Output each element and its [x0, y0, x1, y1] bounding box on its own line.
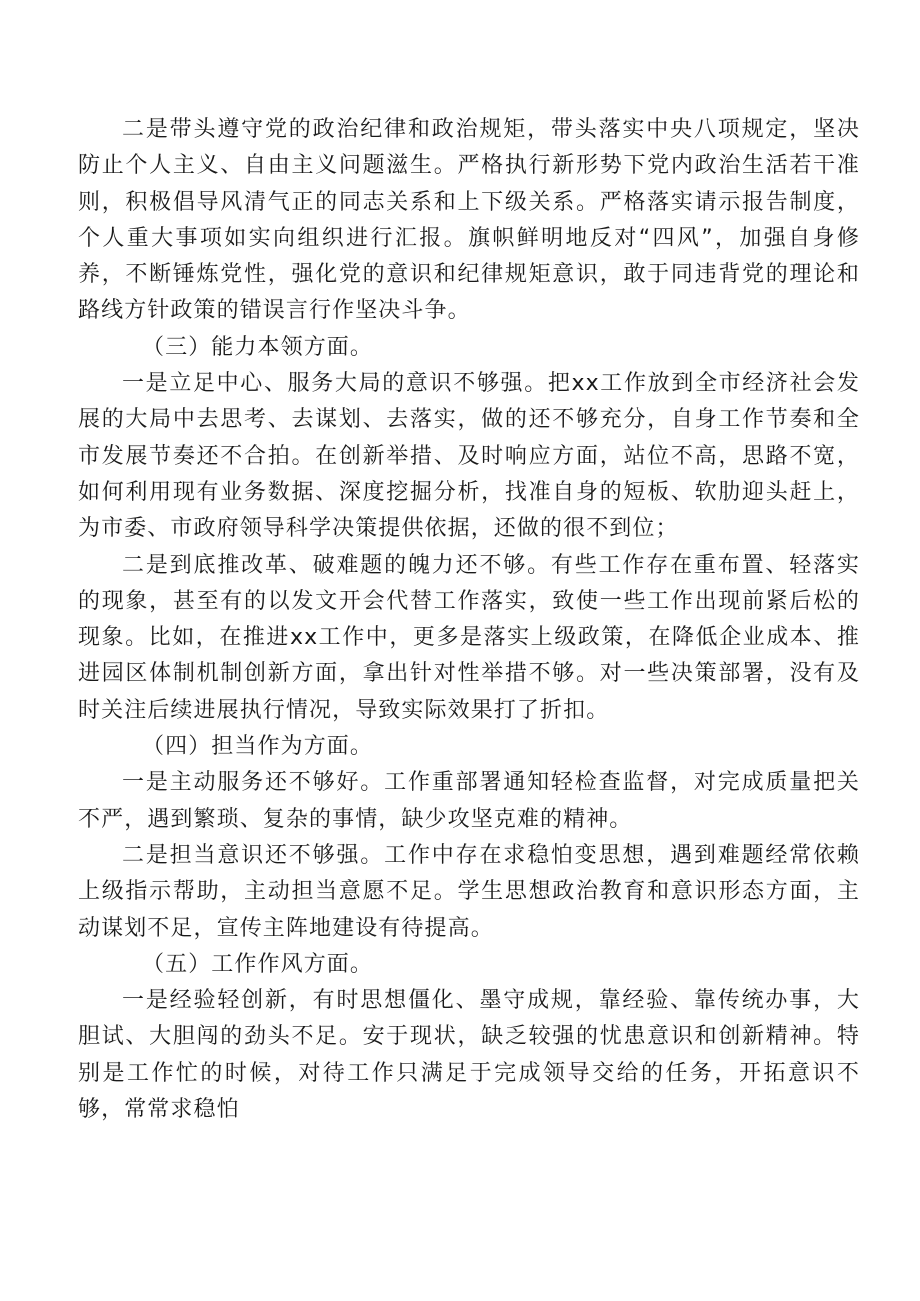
paragraph-discipline: 二是带头遵守党的政治纪律和政治规矩，带头落实中央八项规定，坚决防止个人主义、自由主义问题滋生。严格执行新形势下党内政治生活若干准则，积极倡导风清气正的同志关系和上下级关系。严格落实请示报告制度，个人重大事项如实向组织进行汇报。旗帜鲜明地反对“四风”，加强自身修养，不断锤炼党性，强化党的意识和纪律规矩意识，敢于同违背党的理论和路线方针政策的错误言行作坚决斗争。: [78, 117, 860, 324]
section-heading-ability: （三）能力本领方面。: [142, 334, 374, 360]
paragraph-ability-1: 一是立足中心、服务大局的意识不够强。把xx工作放到全市经济社会发展的大局中去思考、去谋划、去落实，做的还不够充分，自身工作节奏和全市发展节奏还不合拍。在创新举措、及时响应方面，站位不高，思路不宽，如何利用现有业务数据、深度挖掘分析，找准自身的短板、软肋迎头赶上，为市委、市政府领导科学决策提供依据，还做的很不到位；: [78, 371, 860, 542]
paragraph-work-style-1: 一是经验轻创新，有时思想僵化、墨守成规，靠经验、靠传统办事，大胆试、大胆闯的劲头不足。安于现状，缺乏较强的忧患意识和创新精神。特别是工作忙的时候，对待工作只满足于完成领导交给的任务，开拓意识不够，常常求稳怕: [78, 988, 860, 1123]
paragraph-responsibility-1: 一是主动服务还不够好。工作重部署通知轻检查监督，对完成质量把关不严，遇到繁琐、复杂的事情，缺少攻坚克难的精神。: [78, 770, 860, 832]
paragraph-responsibility-2: 二是担当意识还不够强。工作中存在求稳怕变思想，遇到难题经常依赖上级指示帮助，主动担当意愿不足。学生思想政治教育和意识形态方面，主动谋划不足，宣传主阵地建设有待提高。: [78, 842, 860, 941]
paragraph-ability-2: 二是到底推改革、破难题的魄力还不够。有些工作存在重布置、轻落实的现象，甚至有的以发文开会代替工作落实，致使一些工作出现前紧后松的现象。比如，在推进xx工作中，更多是落实上级政策，在降低企业成本、推进园区体制机制创新方面，拿出针对性举措不够。对一些决策部署，没有及时关注后续进展执行情况，导致实际效果打了折扣。: [78, 552, 860, 723]
section-heading-responsibility: （四）担当作为方面。: [142, 734, 374, 760]
section-heading-work-style: （五）工作作风方面。: [142, 951, 374, 977]
